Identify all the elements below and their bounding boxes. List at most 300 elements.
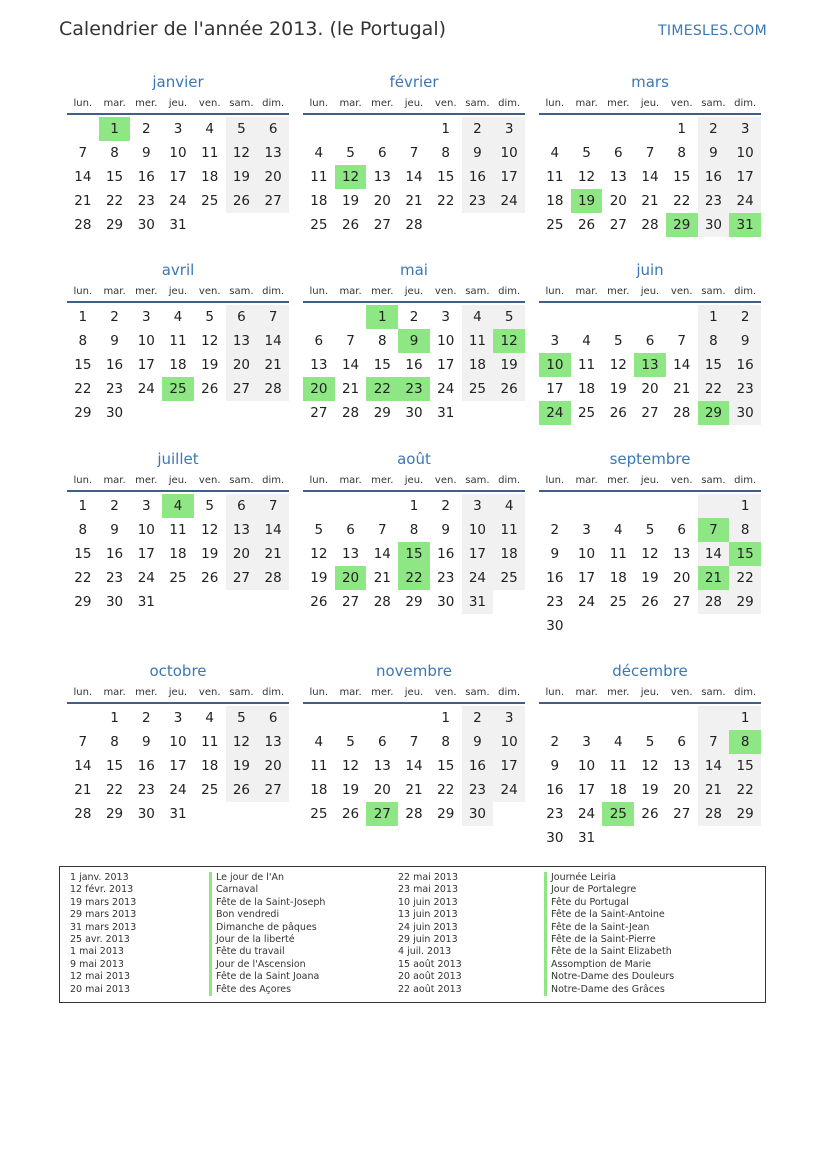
day-cell[interactable]: 2: [409, 309, 419, 325]
day-cell[interactable]: 2: [462, 706, 494, 730]
day-cell[interactable]: 30: [437, 594, 455, 610]
day-cell[interactable]: 4: [613, 734, 623, 750]
day-cell[interactable]: 7: [409, 145, 419, 161]
day-cell[interactable]: 7: [377, 522, 387, 538]
day-cell[interactable]: 20: [226, 542, 258, 566]
day-cell[interactable]: 2: [441, 498, 450, 514]
day-cell[interactable]: 9: [110, 333, 119, 349]
day-cell[interactable]: 9: [698, 141, 730, 165]
day-cell[interactable]: 20: [303, 377, 335, 401]
day-cell[interactable]: 17: [169, 169, 187, 185]
day-cell[interactable]: 11: [493, 518, 525, 542]
day-cell[interactable]: 20: [373, 193, 391, 209]
day-cell[interactable]: 23: [462, 189, 494, 213]
day-cell[interactable]: 14: [74, 758, 92, 774]
day-cell[interactable]: 27: [310, 405, 328, 421]
day-cell[interactable]: 13: [341, 546, 360, 562]
day-cell[interactable]: 1: [78, 309, 88, 325]
day-cell[interactable]: 3: [493, 706, 525, 730]
day-cell[interactable]: 31: [437, 405, 455, 421]
day-cell[interactable]: 25: [201, 193, 219, 209]
day-cell[interactable]: 12: [341, 758, 360, 774]
day-cell[interactable]: 18: [201, 169, 219, 185]
day-cell[interactable]: 14: [74, 169, 92, 185]
day-cell[interactable]: 4: [550, 145, 560, 161]
day-cell[interactable]: 11: [577, 357, 596, 373]
day-cell[interactable]: 31: [169, 806, 187, 822]
day-cell[interactable]: 24: [437, 381, 455, 397]
day-cell[interactable]: 20: [335, 566, 367, 590]
day-cell[interactable]: 5: [346, 145, 355, 161]
day-cell[interactable]: 25: [169, 570, 187, 586]
day-cell[interactable]: 27: [341, 594, 360, 610]
day-cell[interactable]: 10: [169, 734, 187, 750]
day-cell[interactable]: 31: [137, 594, 155, 610]
day-cell[interactable]: 6: [645, 333, 655, 349]
day-cell[interactable]: 11: [609, 758, 627, 774]
day-cell[interactable]: 8: [441, 145, 450, 161]
day-cell[interactable]: 28: [673, 405, 691, 421]
day-cell[interactable]: 15: [398, 542, 430, 566]
day-cell[interactable]: 5: [582, 145, 591, 161]
day-cell[interactable]: 17: [137, 546, 155, 562]
day-cell[interactable]: 14: [257, 518, 289, 542]
day-cell[interactable]: 6: [346, 522, 355, 538]
day-cell[interactable]: 25: [462, 377, 494, 401]
day-cell[interactable]: 27: [673, 594, 691, 610]
day-cell[interactable]: 26: [201, 570, 219, 586]
day-cell[interactable]: 1: [110, 710, 119, 726]
day-cell[interactable]: 30: [462, 802, 494, 826]
day-cell[interactable]: 25: [577, 405, 596, 421]
day-cell[interactable]: 22: [437, 193, 455, 209]
day-cell[interactable]: 4: [205, 121, 214, 137]
day-cell[interactable]: 23: [546, 594, 564, 610]
day-cell[interactable]: 12: [641, 758, 659, 774]
day-cell[interactable]: 1: [698, 305, 730, 329]
day-cell[interactable]: 8: [409, 522, 419, 538]
day-cell[interactable]: 2: [698, 117, 730, 141]
day-cell[interactable]: 6: [377, 145, 387, 161]
day-cell[interactable]: 7: [698, 730, 730, 754]
day-cell[interactable]: 25: [162, 377, 194, 401]
day-cell[interactable]: 12: [577, 169, 596, 185]
day-cell[interactable]: 29: [666, 213, 698, 237]
day-cell[interactable]: 28: [257, 377, 289, 401]
day-cell[interactable]: 3: [141, 309, 151, 325]
day-cell[interactable]: 27: [366, 802, 398, 826]
day-cell[interactable]: 24: [577, 594, 596, 610]
day-cell[interactable]: 26: [310, 594, 328, 610]
day-cell[interactable]: 5: [226, 706, 258, 730]
day-cell[interactable]: 31: [462, 590, 494, 614]
day-cell[interactable]: 25: [310, 217, 328, 233]
day-cell[interactable]: 15: [74, 546, 92, 562]
day-cell[interactable]: 27: [226, 377, 258, 401]
day-cell[interactable]: 8: [78, 522, 88, 538]
day-cell[interactable]: 14: [257, 329, 289, 353]
day-cell[interactable]: 16: [105, 546, 124, 562]
day-cell[interactable]: 10: [137, 522, 155, 538]
day-cell[interactable]: 4: [582, 333, 591, 349]
day-cell[interactable]: 22: [398, 566, 430, 590]
day-cell[interactable]: 21: [341, 381, 360, 397]
day-cell[interactable]: 10: [462, 518, 494, 542]
day-cell[interactable]: 13: [373, 758, 391, 774]
day-cell[interactable]: 19: [201, 357, 219, 373]
day-cell[interactable]: 2: [141, 121, 151, 137]
day-cell[interactable]: 27: [373, 217, 391, 233]
day-cell[interactable]: 27: [673, 806, 691, 822]
day-cell[interactable]: 6: [226, 494, 258, 518]
day-cell[interactable]: 17: [462, 542, 494, 566]
day-cell[interactable]: 10: [493, 141, 525, 165]
day-cell[interactable]: 19: [310, 570, 328, 586]
day-cell[interactable]: 6: [677, 734, 686, 750]
day-cell[interactable]: 16: [405, 357, 423, 373]
day-cell[interactable]: 7: [409, 734, 419, 750]
day-cell[interactable]: 9: [141, 145, 151, 161]
day-cell[interactable]: 23: [729, 377, 761, 401]
day-cell[interactable]: 22: [105, 193, 124, 209]
day-cell[interactable]: 18: [609, 782, 627, 798]
day-cell[interactable]: 3: [550, 333, 560, 349]
day-cell[interactable]: 18: [577, 381, 596, 397]
day-cell[interactable]: 15: [437, 758, 455, 774]
day-cell[interactable]: 28: [641, 217, 659, 233]
day-cell[interactable]: 22: [698, 377, 730, 401]
day-cell[interactable]: 28: [698, 590, 730, 614]
day-cell[interactable]: 28: [341, 405, 360, 421]
day-cell[interactable]: 15: [698, 353, 730, 377]
day-cell[interactable]: 17: [437, 357, 455, 373]
day-cell[interactable]: 17: [577, 782, 596, 798]
day-cell[interactable]: 3: [141, 498, 151, 514]
day-cell[interactable]: 21: [373, 570, 391, 586]
day-cell[interactable]: 10: [577, 546, 596, 562]
day-cell[interactable]: 7: [257, 494, 289, 518]
day-cell[interactable]: 26: [201, 381, 219, 397]
day-cell[interactable]: 6: [226, 305, 258, 329]
day-cell[interactable]: 17: [137, 357, 155, 373]
day-cell[interactable]: 7: [257, 305, 289, 329]
day-cell[interactable]: 1: [729, 706, 761, 730]
day-cell[interactable]: 19: [341, 193, 360, 209]
day-cell[interactable]: 18: [462, 353, 494, 377]
day-cell[interactable]: 26: [577, 217, 596, 233]
day-cell[interactable]: 15: [105, 169, 124, 185]
day-cell[interactable]: 27: [257, 778, 289, 802]
day-cell[interactable]: 17: [729, 165, 761, 189]
day-cell[interactable]: 30: [405, 405, 423, 421]
day-cell[interactable]: 10: [437, 333, 455, 349]
day-cell[interactable]: 3: [173, 710, 183, 726]
day-cell[interactable]: 23: [437, 570, 455, 586]
day-cell[interactable]: 20: [373, 782, 391, 798]
day-cell[interactable]: 1: [441, 121, 450, 137]
day-cell[interactable]: 14: [698, 542, 730, 566]
day-cell[interactable]: 19: [641, 782, 659, 798]
day-cell[interactable]: 24: [577, 806, 596, 822]
day-cell[interactable]: 11: [169, 333, 187, 349]
day-cell[interactable]: 17: [546, 381, 564, 397]
day-cell[interactable]: 23: [546, 806, 564, 822]
day-cell[interactable]: 9: [441, 522, 450, 538]
day-cell[interactable]: 29: [729, 590, 761, 614]
day-cell[interactable]: 9: [462, 141, 494, 165]
day-cell[interactable]: 19: [226, 754, 258, 778]
day-cell[interactable]: 14: [673, 357, 691, 373]
day-cell[interactable]: 21: [74, 193, 92, 209]
day-cell[interactable]: 23: [698, 189, 730, 213]
day-cell[interactable]: 19: [226, 165, 258, 189]
day-cell[interactable]: 7: [677, 333, 686, 349]
day-cell[interactable]: 8: [441, 734, 450, 750]
day-cell[interactable]: 29: [373, 405, 391, 421]
day-cell[interactable]: 8: [729, 518, 761, 542]
day-cell[interactable]: 11: [201, 734, 219, 750]
day-cell[interactable]: 9: [398, 329, 430, 353]
day-cell[interactable]: 23: [137, 193, 155, 209]
day-cell[interactable]: 22: [729, 778, 761, 802]
day-cell[interactable]: 12: [641, 546, 659, 562]
day-cell[interactable]: 11: [462, 329, 494, 353]
day-cell[interactable]: 1: [409, 498, 419, 514]
day-cell[interactable]: 14: [341, 357, 360, 373]
day-cell[interactable]: 8: [677, 145, 686, 161]
day-cell[interactable]: 28: [405, 806, 423, 822]
day-cell[interactable]: 1: [99, 117, 131, 141]
day-cell[interactable]: 5: [205, 309, 214, 325]
day-cell[interactable]: 16: [437, 546, 455, 562]
day-cell[interactable]: 27: [257, 189, 289, 213]
day-cell[interactable]: 14: [373, 546, 391, 562]
day-cell[interactable]: 28: [405, 217, 423, 233]
day-cell[interactable]: 15: [729, 754, 761, 778]
day-cell[interactable]: 14: [641, 169, 659, 185]
day-cell[interactable]: 24: [729, 189, 761, 213]
day-cell[interactable]: 13: [373, 169, 391, 185]
day-cell[interactable]: 30: [698, 213, 730, 237]
day-cell[interactable]: 28: [257, 566, 289, 590]
day-cell[interactable]: 30: [137, 217, 155, 233]
day-cell[interactable]: 8: [110, 145, 119, 161]
day-cell[interactable]: 7: [78, 734, 88, 750]
day-cell[interactable]: 26: [641, 806, 659, 822]
day-cell[interactable]: 21: [405, 782, 423, 798]
day-cell[interactable]: 31: [729, 213, 761, 237]
day-cell[interactable]: 22: [105, 782, 124, 798]
day-cell[interactable]: 6: [613, 145, 623, 161]
day-cell[interactable]: 17: [493, 754, 525, 778]
day-cell[interactable]: 4: [205, 710, 214, 726]
day-cell[interactable]: 4: [314, 734, 324, 750]
day-cell[interactable]: 17: [493, 165, 525, 189]
day-cell[interactable]: 30: [105, 405, 124, 421]
day-cell[interactable]: 4: [314, 145, 324, 161]
day-cell[interactable]: 21: [641, 193, 659, 209]
day-cell[interactable]: 19: [641, 570, 659, 586]
day-cell[interactable]: 3: [729, 117, 761, 141]
day-cell[interactable]: 8: [698, 329, 730, 353]
day-cell[interactable]: 13: [226, 518, 258, 542]
day-cell[interactable]: 13: [226, 329, 258, 353]
day-cell[interactable]: 15: [74, 357, 92, 373]
day-cell[interactable]: 20: [257, 754, 289, 778]
day-cell[interactable]: 30: [546, 830, 564, 846]
day-cell[interactable]: 10: [493, 730, 525, 754]
day-cell[interactable]: 19: [609, 381, 627, 397]
day-cell[interactable]: 10: [539, 353, 571, 377]
day-cell[interactable]: 27: [226, 566, 258, 590]
day-cell[interactable]: 6: [377, 734, 387, 750]
day-cell[interactable]: 28: [698, 802, 730, 826]
day-cell[interactable]: 25: [609, 594, 627, 610]
day-cell[interactable]: 9: [110, 522, 119, 538]
day-cell[interactable]: 26: [226, 778, 258, 802]
day-cell[interactable]: 5: [314, 522, 324, 538]
day-cell[interactable]: 9: [729, 329, 761, 353]
day-cell[interactable]: 6: [677, 522, 686, 538]
day-cell[interactable]: 17: [577, 570, 596, 586]
day-cell[interactable]: 18: [310, 193, 328, 209]
day-cell[interactable]: 12: [201, 333, 219, 349]
day-cell[interactable]: 11: [310, 758, 328, 774]
day-cell[interactable]: 21: [405, 193, 423, 209]
day-cell[interactable]: 29: [105, 806, 124, 822]
day-cell[interactable]: 19: [341, 782, 360, 798]
day-cell[interactable]: 31: [577, 830, 596, 846]
day-cell[interactable]: 24: [169, 782, 187, 798]
day-cell[interactable]: 8: [377, 333, 387, 349]
day-cell[interactable]: 27: [641, 405, 659, 421]
day-cell[interactable]: 14: [698, 754, 730, 778]
day-cell[interactable]: 23: [105, 381, 124, 397]
day-cell[interactable]: 11: [609, 546, 627, 562]
day-cell[interactable]: 5: [493, 305, 525, 329]
day-cell[interactable]: 12: [226, 141, 258, 165]
day-cell[interactable]: 26: [226, 189, 258, 213]
day-cell[interactable]: 9: [550, 546, 560, 562]
day-cell[interactable]: 15: [105, 758, 124, 774]
day-cell[interactable]: 11: [201, 145, 219, 161]
day-cell[interactable]: 21: [257, 542, 289, 566]
day-cell[interactable]: 19: [571, 189, 603, 213]
day-cell[interactable]: 16: [698, 165, 730, 189]
day-cell[interactable]: 7: [346, 333, 355, 349]
day-cell[interactable]: 12: [609, 357, 627, 373]
day-cell[interactable]: 22: [673, 193, 691, 209]
day-cell[interactable]: 3: [462, 494, 494, 518]
day-cell[interactable]: 25: [602, 802, 634, 826]
day-cell[interactable]: 20: [641, 381, 659, 397]
day-cell[interactable]: 13: [634, 353, 666, 377]
day-cell[interactable]: 24: [462, 566, 494, 590]
day-cell[interactable]: 3: [582, 522, 591, 538]
day-cell[interactable]: 16: [729, 353, 761, 377]
day-cell[interactable]: 16: [546, 570, 564, 586]
day-cell[interactable]: 5: [645, 522, 655, 538]
day-cell[interactable]: 24: [169, 193, 187, 209]
day-cell[interactable]: 9: [141, 734, 151, 750]
day-cell[interactable]: 30: [137, 806, 155, 822]
day-cell[interactable]: 16: [462, 754, 494, 778]
day-cell[interactable]: 10: [137, 333, 155, 349]
day-cell[interactable]: 5: [205, 498, 214, 514]
day-cell[interactable]: 18: [546, 193, 564, 209]
day-cell[interactable]: 30: [105, 594, 124, 610]
day-cell[interactable]: 12: [493, 329, 525, 353]
day-cell[interactable]: 8: [110, 734, 119, 750]
day-cell[interactable]: 9: [462, 730, 494, 754]
day-cell[interactable]: 22: [74, 381, 92, 397]
day-cell[interactable]: 16: [137, 758, 155, 774]
day-cell[interactable]: 26: [641, 594, 659, 610]
day-cell[interactable]: 30: [729, 401, 761, 425]
day-cell[interactable]: 15: [373, 357, 391, 373]
day-cell[interactable]: 5: [645, 734, 655, 750]
day-cell[interactable]: 29: [437, 806, 455, 822]
day-cell[interactable]: 2: [550, 522, 560, 538]
day-cell[interactable]: 6: [257, 117, 289, 141]
day-cell[interactable]: 19: [493, 353, 525, 377]
day-cell[interactable]: 16: [105, 357, 124, 373]
day-cell[interactable]: 10: [577, 758, 596, 774]
day-cell[interactable]: 11: [546, 169, 564, 185]
day-cell[interactable]: 2: [462, 117, 494, 141]
day-cell[interactable]: 17: [169, 758, 187, 774]
day-cell[interactable]: 18: [169, 546, 187, 562]
day-cell[interactable]: 31: [169, 217, 187, 233]
day-cell[interactable]: 6: [257, 706, 289, 730]
day-cell[interactable]: 23: [105, 570, 124, 586]
day-cell[interactable]: 4: [493, 494, 525, 518]
day-cell[interactable]: 13: [310, 357, 328, 373]
day-cell[interactable]: 23: [137, 782, 155, 798]
day-cell[interactable]: 29: [74, 594, 92, 610]
day-cell[interactable]: 5: [346, 734, 355, 750]
day-cell[interactable]: 1: [366, 305, 398, 329]
day-cell[interactable]: 4: [462, 305, 494, 329]
day-cell[interactable]: 11: [169, 522, 187, 538]
day-cell[interactable]: 25: [201, 782, 219, 798]
day-cell[interactable]: 7: [78, 145, 88, 161]
day-cell[interactable]: 22: [437, 782, 455, 798]
day-cell[interactable]: 12: [226, 730, 258, 754]
day-cell[interactable]: 4: [162, 494, 194, 518]
day-cell[interactable]: 13: [673, 758, 691, 774]
day-cell[interactable]: 1: [677, 121, 686, 137]
day-cell[interactable]: 12: [335, 165, 367, 189]
day-cell[interactable]: 19: [201, 546, 219, 562]
day-cell[interactable]: 3: [493, 117, 525, 141]
day-cell[interactable]: 18: [169, 357, 187, 373]
day-cell[interactable]: 24: [539, 401, 571, 425]
day-cell[interactable]: 29: [405, 594, 423, 610]
day-cell[interactable]: 15: [673, 169, 691, 185]
day-cell[interactable]: 22: [74, 570, 92, 586]
day-cell[interactable]: 10: [729, 141, 761, 165]
brand-link[interactable]: TIMESLES.COM: [658, 23, 767, 39]
day-cell[interactable]: 25: [546, 217, 564, 233]
day-cell[interactable]: 28: [74, 217, 92, 233]
day-cell[interactable]: 2: [729, 305, 761, 329]
day-cell[interactable]: 18: [493, 542, 525, 566]
day-cell[interactable]: 28: [74, 806, 92, 822]
day-cell[interactable]: 20: [226, 353, 258, 377]
day-cell[interactable]: 28: [373, 594, 391, 610]
day-cell[interactable]: 25: [493, 566, 525, 590]
